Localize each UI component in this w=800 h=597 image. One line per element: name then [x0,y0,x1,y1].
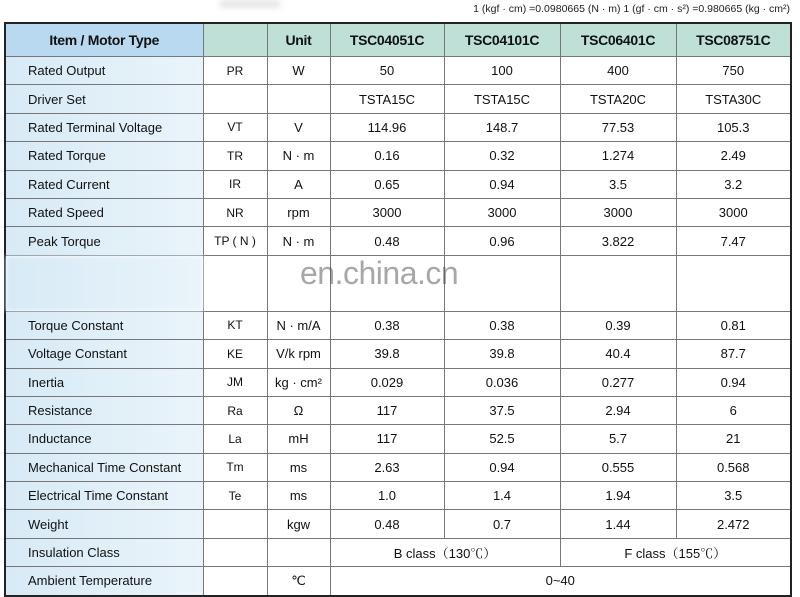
value-cell: 0.94 [444,170,560,198]
value-cell: 2.63 [330,453,444,481]
value-cell: 40.4 [560,340,676,368]
value-cell: TSTA20C [560,85,676,113]
value-cell: 1.4 [444,482,560,510]
unit-cell: Ω [267,396,330,424]
unit-cell: ℃ [267,567,330,596]
value-cell: B class（130℃） [330,538,560,566]
value-cell: 1.274 [560,142,676,170]
table-row [5,368,791,396]
value-cell: 0.7 [444,510,560,538]
table-row [5,85,791,113]
value-cell: 2.472 [676,510,791,538]
item-label: Mechanical Time Constant [5,453,203,481]
table-row [5,113,791,141]
unit-cell: ms [267,453,330,481]
obscured-cell [444,255,560,311]
unit-cell: A [267,170,330,198]
symbol-cell [203,510,267,538]
header-unit: Unit [267,23,330,57]
value-cell: 3000 [444,198,560,226]
unit-cell [267,538,330,566]
item-label: Inductance [5,425,203,453]
header-model: TSC08751C [676,23,791,57]
header-model: TSC06401C [560,23,676,57]
value-cell: 400 [560,57,676,85]
unit-cell: N · m [267,227,330,255]
value-cell: 0.38 [330,311,444,339]
unit-cell: rpm [267,198,330,226]
table-row [5,142,791,170]
value-cell: 3000 [330,198,444,226]
symbol-cell: TR [203,142,267,170]
unit-cell: mH [267,425,330,453]
item-label: Inertia [5,368,203,396]
symbol-cell [203,85,267,113]
symbol-cell: Ra [203,396,267,424]
item-label: Rated Output [5,57,203,85]
item-label: Torque Constant [5,311,203,339]
value-cell: 2.49 [676,142,791,170]
table-row [5,425,791,453]
symbol-cell: KE [203,340,267,368]
table-row [5,311,791,339]
table-row [5,510,791,538]
value-cell: 87.7 [676,340,791,368]
value-cell: 750 [676,57,791,85]
value-cell: 0.96 [444,227,560,255]
unit-cell: N · m [267,142,330,170]
value-cell: 39.8 [330,340,444,368]
symbol-cell: Tm [203,453,267,481]
value-cell: 5.7 [560,425,676,453]
header-item: Item / Motor Type [5,23,203,57]
value-cell: 50 [330,57,444,85]
symbol-cell: IR [203,170,267,198]
unit-cell: N · m/A [267,311,330,339]
value-cell: 1.0 [330,482,444,510]
table-row [5,227,791,255]
table-row [5,170,791,198]
value-cell: 77.53 [560,113,676,141]
unit-cell: W [267,57,330,85]
item-label: Rated Current [5,170,203,198]
value-cell: 114.96 [330,113,444,141]
value-cell: 100 [444,57,560,85]
value-cell: 0.036 [444,368,560,396]
value-cell: F class（155℃） [560,538,791,566]
value-cell: 39.8 [444,340,560,368]
value-cell: 3.822 [560,227,676,255]
item-label: Weight [5,510,203,538]
symbol-cell: Te [203,482,267,510]
watermark: en.china.cn [300,255,459,291]
header-model: TSC04051C [330,23,444,57]
value-cell: 0.16 [330,142,444,170]
table-row [5,57,791,85]
unit-cell: kgw [267,510,330,538]
value-cell: 0.555 [560,453,676,481]
item-label: Rated Terminal Voltage [5,113,203,141]
value-cell: TSTA30C [676,85,791,113]
table-row [5,198,791,226]
value-cell: 117 [330,396,444,424]
value-cell: 52.5 [444,425,560,453]
value-cell: 0.277 [560,368,676,396]
symbol-cell: PR [203,57,267,85]
symbol-cell: La [203,425,267,453]
value-cell: 0.48 [330,227,444,255]
unit-cell [267,85,330,113]
item-label: Insulation Class [5,538,203,566]
value-cell: 148.7 [444,113,560,141]
blurred-logo [220,0,280,8]
obscured-cell [5,255,203,311]
value-cell: 117 [330,425,444,453]
header-row [5,23,791,57]
table-row [5,340,791,368]
value-cell: TSTA15C [444,85,560,113]
value-cell: 105.3 [676,113,791,141]
value-cell: 3000 [560,198,676,226]
value-cell: 0.94 [444,453,560,481]
obscured-cell [676,255,791,311]
item-label: Rated Torque [5,142,203,170]
value-cell: 0.94 [676,368,791,396]
value-cell: 2.94 [560,396,676,424]
symbol-cell [203,567,267,596]
item-label: Electrical Time Constant [5,482,203,510]
symbol-cell [203,538,267,566]
unit-cell: ms [267,482,330,510]
value-cell: 21 [676,425,791,453]
header-symbol [203,23,267,57]
value-cell: 0.65 [330,170,444,198]
value-cell: 3.5 [560,170,676,198]
symbol-cell: NR [203,198,267,226]
value-cell: 0.81 [676,311,791,339]
table-row [5,482,791,510]
item-label: Ambient Temperature [5,567,203,596]
header-model: TSC04101C [444,23,560,57]
value-cell: 6 [676,396,791,424]
unit-cell: kg · cm² [267,368,330,396]
value-cell: 1.94 [560,482,676,510]
value-cell: 0.029 [330,368,444,396]
table-row [5,396,791,424]
value-cell: 3.5 [676,482,791,510]
value-cell: 0.48 [330,510,444,538]
symbol-cell: JM [203,368,267,396]
symbol-cell: KT [203,311,267,339]
obscured-cell [560,255,676,311]
value-cell: 7.47 [676,227,791,255]
value-cell: 1.44 [560,510,676,538]
unit-cell: V [267,113,330,141]
unit-conversion-note: 1 (kgf · cm) =0.0980665 (N · m) 1 (gf · cm · s²) =0.980665 (kg · cm²) [473,3,790,15]
value-cell: 37.5 [444,396,560,424]
value-cell: 0.38 [444,311,560,339]
symbol-cell: VT [203,113,267,141]
unit-cell: V/k rpm [267,340,330,368]
item-label: Resistance [5,396,203,424]
value-cell: 0~40 [330,567,791,596]
value-cell: 0.32 [444,142,560,170]
motor-spec-table [4,22,792,597]
value-cell: 0.39 [560,311,676,339]
table-row [5,538,791,566]
table-row [5,453,791,481]
item-label: Driver Set [5,85,203,113]
value-cell: 0.568 [676,453,791,481]
item-label: Peak Torque [5,227,203,255]
value-cell: TSTA15C [330,85,444,113]
value-cell: 3.2 [676,170,791,198]
value-cell: 3000 [676,198,791,226]
symbol-cell: TP ( N ) [203,227,267,255]
table-row [5,567,791,596]
obscured-cell [203,255,267,311]
item-label: Voltage Constant [5,340,203,368]
item-label: Rated Speed [5,198,203,226]
